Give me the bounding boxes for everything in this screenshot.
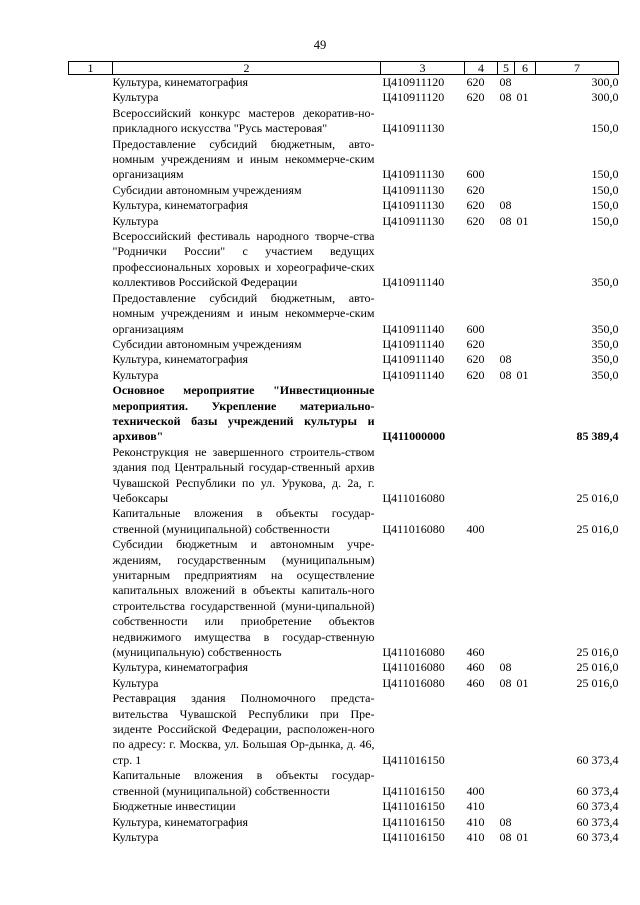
row-number-cell bbox=[69, 337, 113, 352]
expense-name: Культура bbox=[112, 90, 159, 105]
subsection-code bbox=[515, 383, 536, 445]
target-article-code: Ц411016150 bbox=[382, 783, 445, 798]
subsection-code bbox=[515, 352, 536, 367]
subsection-code bbox=[515, 537, 536, 660]
target-article-code: Ц411016150 bbox=[382, 799, 445, 814]
table-row bbox=[69, 229, 619, 291]
target-article-code: Ц411016080 bbox=[382, 675, 445, 690]
page-number: 49 bbox=[313, 38, 327, 52]
section-code bbox=[498, 137, 515, 183]
budget-table bbox=[68, 61, 619, 845]
expense-name: Бюджетные инвестиции bbox=[112, 799, 236, 814]
header-col-2: 2 bbox=[113, 62, 381, 75]
target-article-code: Ц410911120 bbox=[382, 90, 445, 105]
section-code bbox=[498, 445, 515, 507]
expense-name: Субсидии автономным учреждениям bbox=[112, 182, 302, 197]
expense-name: Культура, кинематография bbox=[112, 660, 249, 675]
table-row bbox=[69, 383, 619, 445]
row-number-cell bbox=[69, 768, 113, 799]
expense-type-code: 410 bbox=[466, 799, 485, 814]
amount-value: 300,0 bbox=[591, 75, 619, 89]
target-article-code: Ц411016080 bbox=[382, 645, 445, 660]
section-code: 08 bbox=[499, 814, 512, 829]
expense-type-code bbox=[465, 383, 498, 445]
expense-name: Капитальные вложения в объекты государ-ственной (муниципальной) собственности bbox=[112, 768, 375, 798]
header-col-4: 4 bbox=[465, 62, 498, 75]
target-article-code: Ц411016150 bbox=[382, 814, 445, 829]
section-code bbox=[498, 506, 515, 537]
table-row bbox=[69, 506, 619, 537]
amount-value: 150,0 bbox=[591, 121, 619, 136]
amount-value: 350,0 bbox=[591, 352, 619, 367]
table-row bbox=[69, 291, 619, 337]
expense-type-code: 620 bbox=[466, 213, 485, 228]
table-row bbox=[69, 660, 619, 675]
amount-value: 350,0 bbox=[591, 367, 619, 382]
amount-value: 350,0 bbox=[591, 321, 619, 336]
table-body bbox=[69, 75, 619, 846]
section-code bbox=[498, 183, 515, 198]
table-row bbox=[69, 352, 619, 367]
target-article-code: Ц410911130 bbox=[382, 198, 445, 213]
row-number-cell bbox=[69, 198, 113, 213]
row-number-cell bbox=[69, 106, 113, 137]
target-article-code: Ц410911140 bbox=[382, 367, 445, 382]
amount-value: 150,0 bbox=[591, 213, 619, 228]
table-row bbox=[69, 90, 619, 105]
section-code bbox=[498, 383, 515, 445]
expense-name: Культура bbox=[112, 213, 159, 228]
section-code bbox=[498, 337, 515, 352]
row-number-cell bbox=[69, 75, 113, 91]
row-number-cell bbox=[69, 537, 113, 660]
subsection-code bbox=[515, 691, 536, 768]
expense-type-code: 410 bbox=[466, 814, 485, 829]
row-number-cell bbox=[69, 291, 113, 337]
target-article-code: Ц410911140 bbox=[382, 321, 445, 336]
expense-name: Субсидии автономным учреждениям bbox=[112, 336, 302, 351]
target-article-code: Ц410911130 bbox=[382, 167, 445, 182]
expense-name: Капитальные вложения в объекты государ-ственной (муниципальной) собственности bbox=[112, 506, 375, 536]
subsection-code bbox=[515, 337, 536, 352]
expense-type-code: 620 bbox=[466, 90, 485, 105]
expense-name: Предоставление субсидий бюджетным, авто-номным учреждениям и иным некоммерче-ским организациям bbox=[112, 290, 375, 336]
header-col-5: 5 bbox=[498, 62, 515, 75]
target-article-code: Ц410911130 bbox=[382, 213, 445, 228]
target-article-code: Ц411016080 bbox=[382, 660, 445, 675]
subsection-code bbox=[515, 660, 536, 675]
section-code bbox=[498, 537, 515, 660]
amount-value: 25 016,0 bbox=[576, 521, 619, 536]
expense-type-code: 620 bbox=[466, 182, 485, 197]
row-number-cell bbox=[69, 445, 113, 507]
expense-name: Культура, кинематография bbox=[112, 814, 249, 829]
subsection-code bbox=[515, 506, 536, 537]
subsection-code bbox=[515, 183, 536, 198]
row-number-cell bbox=[69, 229, 113, 291]
section-code: 08 bbox=[499, 367, 512, 382]
row-number-cell bbox=[69, 660, 113, 675]
amount-value: 150,0 bbox=[591, 198, 619, 213]
expense-name: Основное мероприятие "Инвестиционные мероприятия. Укрепление материально-технической базы учреждений культуры и архивов" bbox=[112, 383, 375, 444]
expense-name: Субсидии бюджетным и автономным учре-ждениям, государственным (муниципальным) унитарным предприятиям на осуществление капитальных вложений в объекты капиталь-ного строительства государственной (муни-ципальной) собственности или приобретение объектов недвижимого имущества в государ-ственную (муниципальную) собственность bbox=[112, 537, 375, 660]
header-col-7: 7 bbox=[536, 62, 619, 75]
table-row bbox=[69, 830, 619, 845]
target-article-code: Ц410911130 bbox=[382, 121, 445, 136]
amount-value: 350,0 bbox=[591, 336, 619, 351]
expense-type-code: 600 bbox=[466, 321, 485, 336]
row-number-cell bbox=[69, 676, 113, 691]
expense-type-code: 400 bbox=[466, 783, 485, 798]
row-number-cell bbox=[69, 137, 113, 183]
expense-name: Предоставление субсидий бюджетным, авто-номным учреждениям и иным некоммерче-ским организациям bbox=[112, 136, 375, 182]
subsection-code: 01 bbox=[516, 675, 529, 690]
table-row bbox=[69, 183, 619, 198]
row-number-cell bbox=[69, 830, 113, 845]
section-code bbox=[498, 768, 515, 799]
table-row bbox=[69, 691, 619, 768]
expense-type-code: 620 bbox=[466, 198, 485, 213]
table-row bbox=[69, 676, 619, 691]
target-article-code: Ц411016080 bbox=[382, 521, 445, 536]
row-number-cell bbox=[69, 183, 113, 198]
target-article-code: Ц410911140 bbox=[382, 275, 445, 290]
expense-type-code bbox=[465, 691, 498, 768]
expense-type-code: 400 bbox=[466, 521, 485, 536]
section-code: 08 bbox=[499, 352, 512, 367]
section-code: 08 bbox=[499, 675, 512, 690]
expense-type-code: 460 bbox=[466, 645, 485, 660]
table-row bbox=[69, 537, 619, 660]
subsection-code: 01 bbox=[516, 829, 529, 844]
section-code: 08 bbox=[499, 90, 512, 105]
expense-name: Реконструкция не завершенного строитель-ством здания под Центральный государ-ственный архив Чувашской Республики по ул. Урукова, д. 2а, г. Чебоксары bbox=[112, 444, 375, 505]
subsection-code bbox=[515, 75, 536, 91]
expense-type-code: 620 bbox=[466, 75, 485, 89]
section-code: 08 bbox=[499, 198, 512, 213]
row-number-cell bbox=[69, 352, 113, 367]
amount-value: 150,0 bbox=[591, 167, 619, 182]
table-row bbox=[69, 137, 619, 183]
target-article-code: Ц410911130 bbox=[382, 182, 445, 197]
amount-value: 60 373,4 bbox=[576, 752, 619, 767]
table-row bbox=[69, 815, 619, 830]
expense-type-code bbox=[465, 229, 498, 291]
header-col-1: 1 bbox=[69, 62, 113, 75]
expense-name: Культура, кинематография bbox=[112, 75, 249, 89]
row-number-cell bbox=[69, 691, 113, 768]
expense-type-code: 620 bbox=[466, 336, 485, 351]
amount-value: 60 373,4 bbox=[576, 783, 619, 798]
section-code bbox=[498, 799, 515, 814]
expense-type-code bbox=[465, 106, 498, 137]
amount-value: 300,0 bbox=[591, 90, 619, 105]
row-number-cell bbox=[69, 90, 113, 105]
header-col-6: 6 bbox=[515, 62, 536, 75]
expense-type-code: 460 bbox=[466, 660, 485, 675]
subsection-code bbox=[515, 198, 536, 213]
section-code bbox=[498, 229, 515, 291]
target-article-code: Ц410911120 bbox=[382, 75, 445, 89]
expense-type-code: 600 bbox=[466, 167, 485, 182]
expense-type-code: 410 bbox=[466, 829, 485, 844]
subsection-code: 01 bbox=[516, 213, 529, 228]
header-col-3: 3 bbox=[381, 62, 465, 75]
target-article-code: Ц411000000 bbox=[382, 429, 446, 444]
section-code: 08 bbox=[499, 829, 512, 844]
row-number-cell bbox=[69, 506, 113, 537]
row-number-cell bbox=[69, 214, 113, 229]
subsection-code bbox=[515, 106, 536, 137]
subsection-code bbox=[515, 229, 536, 291]
expense-name: Всероссийский конкурс мастеров декоратив-но-прикладного искусства "Русь мастеровая" bbox=[112, 105, 375, 136]
target-article-code: Ц411016150 bbox=[382, 752, 445, 767]
expense-name: Культура, кинематография bbox=[112, 198, 249, 213]
expense-name: Культура bbox=[112, 367, 159, 382]
expense-type-code: 460 bbox=[466, 675, 485, 690]
section-code: 08 bbox=[499, 75, 512, 89]
section-code bbox=[498, 691, 515, 768]
amount-value: 350,0 bbox=[591, 275, 619, 290]
target-article-code: Ц410911140 bbox=[382, 352, 445, 367]
amount-value: 85 389,4 bbox=[576, 429, 619, 444]
amount-value: 25 016,0 bbox=[576, 645, 619, 660]
expense-name: Культура, кинематография bbox=[112, 352, 249, 367]
table-row bbox=[69, 799, 619, 814]
row-number-cell bbox=[69, 368, 113, 383]
subsection-code bbox=[515, 291, 536, 337]
amount-value: 60 373,4 bbox=[576, 814, 619, 829]
expense-name: Всероссийский фестиваль народного творче-ства "Роднички России" с участием ведущих профессиональных хоровых и хореографиче-ских коллективов Российской Федерации bbox=[112, 229, 375, 290]
expense-name: Культура bbox=[112, 829, 159, 844]
subsection-code bbox=[515, 768, 536, 799]
row-number-cell bbox=[69, 799, 113, 814]
section-code bbox=[498, 291, 515, 337]
section-code: 08 bbox=[499, 660, 512, 675]
amount-value: 60 373,4 bbox=[576, 829, 619, 844]
expense-name: Реставрация здания Полномочного предста-вительства Чувашской Республики при Пре-зиденте Российской Федерации, расположен-ного по адресу: г. Москва, ул. Большая Ор-дынка, д. 46, стр. 1 bbox=[112, 691, 375, 767]
target-article-code: Ц410911140 bbox=[382, 336, 445, 351]
amount-value: 150,0 bbox=[591, 182, 619, 197]
target-article-code: Ц411016150 bbox=[382, 829, 445, 844]
table-row bbox=[69, 75, 619, 91]
table-header-row bbox=[69, 62, 619, 75]
expense-name: Культура bbox=[112, 675, 159, 690]
subsection-code bbox=[515, 137, 536, 183]
subsection-code bbox=[515, 799, 536, 814]
section-code bbox=[498, 106, 515, 137]
subsection-code bbox=[515, 445, 536, 507]
table-row bbox=[69, 768, 619, 799]
expense-type-code bbox=[465, 445, 498, 507]
expense-type-code: 620 bbox=[466, 352, 485, 367]
table-row bbox=[69, 214, 619, 229]
target-article-code: Ц411016080 bbox=[382, 490, 445, 505]
amount-value: 25 016,0 bbox=[576, 660, 619, 675]
amount-value: 60 373,4 bbox=[576, 799, 619, 814]
subsection-code: 01 bbox=[516, 367, 529, 382]
subsection-code: 01 bbox=[516, 90, 529, 105]
expense-type-code: 620 bbox=[466, 367, 485, 382]
amount-value: 25 016,0 bbox=[576, 490, 619, 505]
table-row bbox=[69, 198, 619, 213]
row-number-cell bbox=[69, 383, 113, 445]
row-number-cell bbox=[69, 815, 113, 830]
table-row bbox=[69, 445, 619, 507]
section-code: 08 bbox=[499, 213, 512, 228]
table-row bbox=[69, 368, 619, 383]
table-row bbox=[69, 337, 619, 352]
table-row bbox=[69, 106, 619, 137]
amount-value: 25 016,0 bbox=[576, 675, 619, 690]
subsection-code bbox=[515, 815, 536, 830]
